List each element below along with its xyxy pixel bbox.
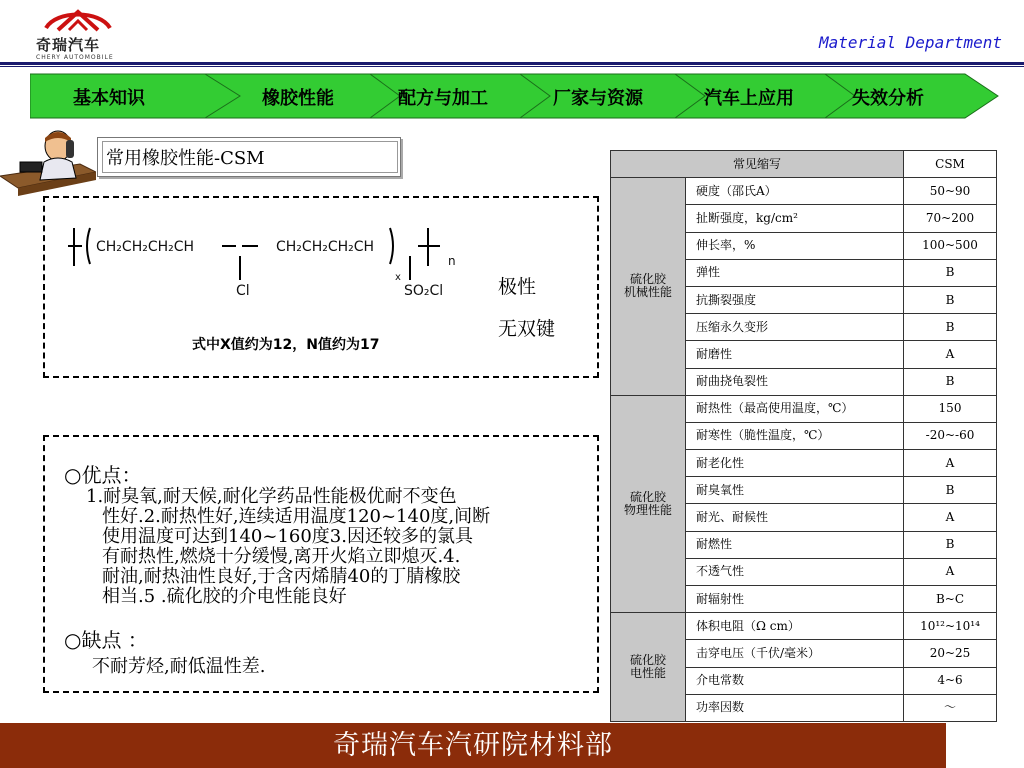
header-rule-thin	[0, 66, 1024, 67]
table-prop-cell: 抗撕裂强度	[686, 286, 904, 313]
table-group-label-line: 硫化胶	[629, 272, 666, 287]
formula-note: 式中X值约为12，N值约为17	[192, 337, 380, 353]
table-value-cell: ～	[904, 694, 997, 721]
nav-item-vendors-resources[interactable]: 厂家与资源	[553, 88, 643, 109]
table-prop-cell: 耐光、耐候性	[686, 504, 904, 531]
table-prop-cell: 耐磨性	[686, 341, 904, 368]
table-value-cell: B	[904, 314, 997, 341]
table-value-cell: 50~90	[904, 178, 997, 205]
nav-item-failure-analysis[interactable]: 失效分析	[852, 88, 924, 109]
table-prop-cell: 耐燃性	[686, 531, 904, 558]
logo-text-en: CHERY AUTOMOBILE	[36, 54, 114, 61]
table-prop-cell: 扯断强度，kg/cm²	[686, 205, 904, 232]
header-rule	[0, 62, 1024, 65]
table-prop-cell: 击穿电压（千伏/毫米）	[686, 640, 904, 667]
cons-heading: ○缺点 ：	[64, 628, 148, 652]
pros-line: 相当.5 .硫化胶的介电性能良好	[102, 586, 347, 607]
table-value-cell: A	[904, 504, 997, 531]
table-value-cell: B~C	[904, 586, 997, 613]
pros-line: 使用温度可达到140~160度3.因还较多的氯具	[102, 526, 473, 547]
nav-item-formula-processing[interactable]: 配方与加工	[398, 88, 488, 109]
table-row	[611, 395, 997, 422]
nav-item-basics[interactable]: 基本知识	[73, 88, 145, 109]
table-value-cell: 4~6	[904, 667, 997, 694]
cons-body: 不耐芳烃,耐低温性差.	[92, 656, 266, 677]
table-value-cell: A	[904, 341, 997, 368]
department-label: Material Department	[818, 33, 1002, 52]
table-prop-cell: 弹性	[686, 259, 904, 286]
table-value-cell: 100~500	[904, 232, 997, 259]
table-value-cell: B	[904, 259, 997, 286]
table-prop-cell: 耐臭氧性	[686, 477, 904, 504]
table-prop-cell: 耐寒性（脆性温度，℃）	[686, 422, 904, 449]
table-header-value: CSM	[904, 151, 997, 178]
table-value-cell: B	[904, 531, 997, 558]
table-value-cell: 70~200	[904, 205, 997, 232]
formula-sub-cl: Cl	[236, 283, 250, 299]
table-header-label: 常见缩写	[611, 151, 904, 178]
table-prop-cell: 耐曲挠龟裂性	[686, 368, 904, 395]
table-group-label-line: 物理性能	[623, 502, 672, 517]
pros-line: 有耐热性,燃烧十分缓慢,离开火焰立即熄灭.4.	[102, 546, 461, 567]
pros-line: 耐油,耐热油性良好,于含丙烯腈40的丁腈橡胶	[102, 566, 461, 587]
formula-backbone-left: CH₂CH₂CH₂CH	[96, 239, 195, 255]
person-on-phone-icon	[0, 124, 96, 204]
table-prop-cell: 介电常数	[686, 667, 904, 694]
table-prop-cell: 压缩永久变形	[686, 314, 904, 341]
table-value-cell: A	[904, 450, 997, 477]
table-prop-cell: 耐辐射性	[686, 586, 904, 613]
table-prop-cell: 功率因数	[686, 694, 904, 721]
pros-line: 性好.2.耐热性好,连续适用温度120~140度,间断	[102, 506, 491, 527]
pros-line: 1.耐臭氧,耐天候,耐化学药品性能极优耐不变色	[86, 486, 457, 507]
footer-text: 奇瑞汽车汽研院材料部	[333, 730, 613, 761]
table-group-label	[611, 395, 686, 613]
table-prop-cell: 伸长率，%	[686, 232, 904, 259]
table-group-label	[611, 178, 686, 396]
table-prop-cell: 耐老化性	[686, 450, 904, 477]
formula-backbone-right: CH₂CH₂CH₂CH	[276, 239, 375, 255]
polarity-label: 极性	[498, 276, 537, 298]
table-value-cell: 150	[904, 395, 997, 422]
nav-item-auto-application[interactable]: 汽车上应用	[704, 88, 794, 109]
table-value-cell: B	[904, 286, 997, 313]
no-double-bond-label: 无双键	[498, 318, 556, 340]
table-group-label-line: 硫化胶	[629, 653, 666, 668]
formula-x-label: x	[395, 272, 401, 283]
properties-table	[610, 150, 997, 722]
table-value-cell: -20~-60	[904, 422, 997, 449]
table-value-cell: 20~25	[904, 640, 997, 667]
chery-logo-mark-icon	[38, 6, 118, 34]
table-value-cell: B	[904, 368, 997, 395]
table-group-label-line: 电性能	[629, 666, 666, 681]
page-title: 常用橡胶性能-CSM	[106, 148, 265, 169]
table-group-label	[611, 613, 686, 722]
formula-sub-so2cl: SO₂Cl	[404, 283, 444, 299]
table-value-cell: A	[904, 558, 997, 585]
table-prop-cell: 不透气性	[686, 558, 904, 585]
pros-heading: ○优点：	[64, 463, 142, 487]
table-group-label-line: 机械性能	[623, 285, 672, 300]
table-prop-cell: 体积电阻（Ω cm）	[686, 613, 904, 640]
nav-item-rubber-performance[interactable]: 橡胶性能	[262, 88, 334, 109]
table-value-cell: 10¹²~10¹⁴	[904, 613, 997, 640]
table-prop-cell: 硬度（邵氏A）	[686, 178, 904, 205]
table-group-label-line: 硫化胶	[629, 489, 666, 504]
logo-text-cn: 奇瑞汽车	[36, 36, 101, 54]
table-header-row	[611, 151, 997, 178]
pros-body	[86, 487, 561, 607]
formula-n-label: n	[448, 254, 456, 268]
table-prop-cell: 耐热性（最高使用温度，℃）	[686, 395, 904, 422]
table-row	[611, 178, 997, 205]
table-row	[611, 613, 997, 640]
table-value-cell: B	[904, 477, 997, 504]
chery-logo	[30, 4, 125, 62]
